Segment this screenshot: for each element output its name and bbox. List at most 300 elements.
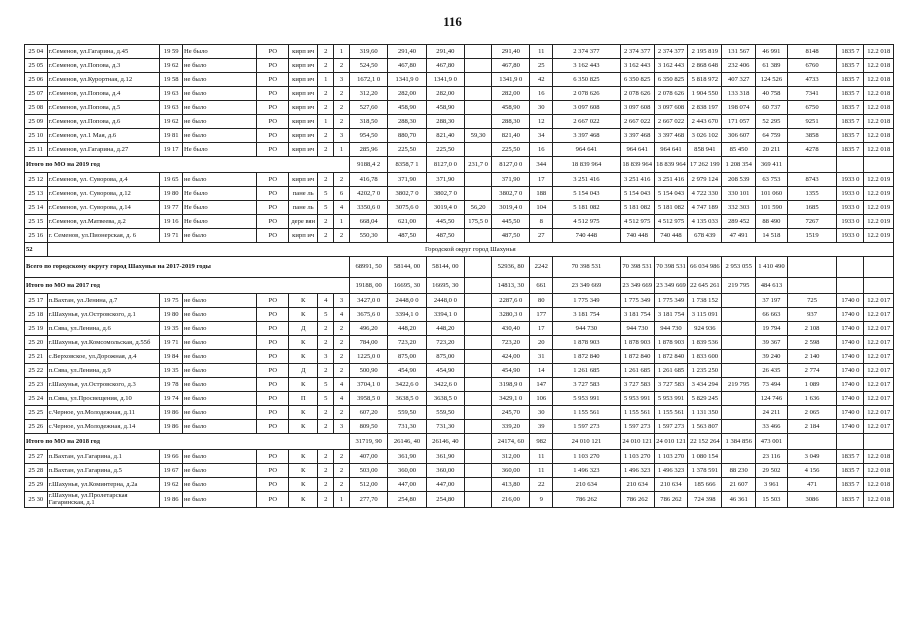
table-cell: 22 [530, 478, 553, 492]
capital-repair-register-table [24, 44, 894, 508]
table-cell: РО [257, 364, 289, 378]
table-row [25, 450, 894, 464]
section-number: 52 [25, 243, 48, 257]
table-cell: 12.2 017 [864, 350, 894, 364]
table-cell: 19 66 [160, 450, 183, 464]
table-cell: 3 397 468 [654, 129, 688, 143]
subtotal-cell: 70 398 531 [654, 257, 688, 278]
subtotal-label: Итого по МО на 2018 год [25, 434, 350, 450]
table-cell: 1 080 154 [688, 450, 722, 464]
table-cell: г.Шахунья, ул.Островского, д.1 [47, 308, 160, 322]
table-cell: 725 [787, 294, 837, 308]
table-cell: 371,90 [426, 173, 464, 187]
table-cell: 1740 0 [837, 308, 864, 322]
table-cell: 559,50 [426, 406, 464, 420]
table-cell: 471 [787, 478, 837, 492]
subtotal-cell: 231,7 0 [465, 157, 492, 173]
subtotal-cell: 68991, 50 [349, 257, 387, 278]
table-cell: 254,80 [426, 492, 464, 508]
table-cell: 2 [318, 229, 334, 243]
table-cell: 2 [334, 406, 350, 420]
table-cell: 12.2 018 [864, 115, 894, 129]
table-cell: 2 078 626 [654, 87, 688, 101]
table-cell: 1 839 536 [688, 336, 722, 350]
table-cell: 25 11 [25, 143, 48, 157]
table-cell: 12.2 017 [864, 392, 894, 406]
table-cell: 3 162 443 [620, 59, 654, 73]
register-table-body [25, 45, 894, 508]
table-cell: Не было [182, 187, 256, 201]
table-cell: 3 [334, 73, 350, 87]
table-cell: 2448,0 0 [426, 294, 464, 308]
table-cell [465, 101, 492, 115]
table-cell: 19 86 [160, 406, 183, 420]
table-cell: 25 24 [25, 392, 48, 406]
table-cell: 25 14 [25, 201, 48, 215]
table-cell: не было [182, 229, 256, 243]
subtotal-cell: 19188, 00 [349, 278, 387, 294]
table-cell: г.Шахунья, ул.Комсомольская, д.55б [47, 336, 160, 350]
table-cell: 17 [530, 173, 553, 187]
table-cell: 14 [530, 364, 553, 378]
table-cell: 2 [334, 364, 350, 378]
table-cell: 30 [530, 101, 553, 115]
table-cell: 171 057 [722, 115, 756, 129]
table-cell: 3350,6 0 [349, 201, 387, 215]
table-cell: 225,50 [426, 143, 464, 157]
table-cell: 371,90 [492, 173, 530, 187]
table-cell: не было [182, 392, 256, 406]
table-row [25, 59, 894, 73]
table-cell: РО [257, 201, 289, 215]
subtotal-cell [864, 434, 894, 450]
table-cell: 5 154 043 [553, 187, 621, 201]
table-cell: 19 35 [160, 322, 183, 336]
table-row [25, 406, 894, 420]
table-cell: не было [182, 406, 256, 420]
table-cell: 225,50 [492, 143, 530, 157]
table-cell: 282,00 [388, 87, 426, 101]
table-cell: 2448,0 0 [388, 294, 426, 308]
table-cell: 458,90 [426, 101, 464, 115]
table-cell: Д [289, 322, 318, 336]
table-cell: 1 261 685 [654, 364, 688, 378]
table-cell: не было [182, 87, 256, 101]
table-cell: 42 [530, 73, 553, 87]
table-cell: 1519 [787, 229, 837, 243]
table-cell: не было [182, 129, 256, 143]
table-row [25, 364, 894, 378]
table-cell: 371,90 [388, 173, 426, 187]
table-cell: 5 818 972 [688, 73, 722, 87]
table-cell: 1740 0 [837, 350, 864, 364]
subtotal-cell: 16695, 30 [388, 278, 426, 294]
subtotal-cell: 70 398 531 [553, 257, 621, 278]
table-cell: 964 641 [654, 143, 688, 157]
subtotal-cell: 661 [530, 278, 553, 294]
table-cell: 550,30 [349, 229, 387, 243]
table-cell: 5 181 082 [553, 201, 621, 215]
table-cell: 25 18 [25, 308, 48, 322]
table-cell: 821,40 [426, 129, 464, 143]
table-cell: 1 [318, 73, 334, 87]
table-cell: 101 060 [756, 187, 788, 201]
table-cell: 27 [530, 229, 553, 243]
table-cell: К [289, 336, 318, 350]
table-cell: 12.2 019 [864, 187, 894, 201]
table-cell: 1672,1 0 [349, 73, 387, 87]
table-cell: 496,20 [349, 322, 387, 336]
table-cell: г.Семенов, ул. Суворова, д.4 [47, 173, 160, 187]
table-cell [722, 392, 756, 406]
table-cell [465, 478, 492, 492]
table-cell: 1933 0 [837, 201, 864, 215]
table-cell: г.Семенов, ул.Попова, д.4 [47, 87, 160, 101]
table-cell: 467,80 [492, 59, 530, 73]
table-cell: 25 23 [25, 378, 48, 392]
table-cell: 1 597 273 [654, 420, 688, 434]
table-cell: 7267 [787, 215, 837, 229]
table-cell: 1 155 561 [654, 406, 688, 420]
table-cell: РО [257, 187, 289, 201]
table-cell: 12.2 018 [864, 143, 894, 157]
table-cell: К [289, 406, 318, 420]
table-cell: 285,96 [349, 143, 387, 157]
table-cell: 1 904 550 [688, 87, 722, 101]
table-cell: 430,40 [492, 322, 530, 336]
table-cell: 12.2 017 [864, 406, 894, 420]
table-cell: 2 [318, 464, 334, 478]
table-cell: 3198,9 0 [492, 378, 530, 392]
table-cell: дере вян [289, 215, 318, 229]
table-cell: 5 [318, 201, 334, 215]
table-cell [465, 406, 492, 420]
table-cell: 447,00 [388, 478, 426, 492]
table-cell: не было [182, 350, 256, 364]
table-cell: 3280,3 0 [492, 308, 530, 322]
table-cell: 19 65 [160, 173, 183, 187]
subtotal-cell: 18 839 964 [553, 157, 621, 173]
table-cell: Не было [182, 201, 256, 215]
table-cell: 784,00 [349, 336, 387, 350]
table-cell: 25 06 [25, 73, 48, 87]
table-cell: 1 738 152 [688, 294, 722, 308]
table-cell: 12.2 018 [864, 87, 894, 101]
table-cell: К [289, 478, 318, 492]
table-cell: 1 155 561 [620, 406, 654, 420]
table-cell: 19 35 [160, 364, 183, 378]
table-row [25, 187, 894, 201]
table-cell: 3422,6 0 [388, 378, 426, 392]
table-cell: пане ль [289, 201, 318, 215]
table-cell: 175,5 0 [465, 215, 492, 229]
table-cell: г.Семенов, ул.Курортная, д.12 [47, 73, 160, 87]
table-cell: г.Шахунья, ул.Островского, д.3 [47, 378, 160, 392]
table-cell: не было [182, 478, 256, 492]
table-cell: 2 667 022 [553, 115, 621, 129]
table-cell: 4 512 975 [553, 215, 621, 229]
table-cell: 454,90 [388, 364, 426, 378]
table-cell: 424,00 [492, 350, 530, 364]
table-cell [465, 322, 492, 336]
table-cell [722, 420, 756, 434]
table-cell: 104 [530, 201, 553, 215]
table-cell: 4 135 033 [688, 215, 722, 229]
table-cell: кирп ич [289, 229, 318, 243]
table-cell: кирп ич [289, 87, 318, 101]
subtotal-cell: 1 410 490 [756, 257, 788, 278]
table-cell: 2 [318, 87, 334, 101]
table-cell: г.Семенов, ул.Попова, д.5 [47, 101, 160, 115]
table-cell: не было [182, 173, 256, 187]
table-cell: 131 567 [722, 45, 756, 59]
table-cell: 454,90 [426, 364, 464, 378]
table-cell: 2 195 819 [688, 45, 722, 59]
table-cell: 4 [318, 294, 334, 308]
table-cell: 3019,4 0 [426, 201, 464, 215]
table-cell: 407 327 [722, 73, 756, 87]
table-cell: 25 05 [25, 59, 48, 73]
table-cell: 3394,1 0 [388, 308, 426, 322]
table-cell: 6750 [787, 101, 837, 115]
subtotal-label: Итого по МО на 2017 год [25, 278, 350, 294]
subtotal-cell: 369 411 [756, 157, 788, 173]
table-cell: 2 [334, 478, 350, 492]
table-cell: 26 435 [756, 364, 788, 378]
table-row [25, 392, 894, 406]
table-cell: не было [182, 492, 256, 508]
table-cell: 25 08 [25, 101, 48, 115]
table-cell: 5 829 245 [688, 392, 722, 406]
table-cell: РО [257, 420, 289, 434]
table-cell: РО [257, 129, 289, 143]
table-cell: 821,40 [492, 129, 530, 143]
subtotal-cell: 24174, 60 [492, 434, 530, 450]
subtotal-cell: 58144, 00 [388, 257, 426, 278]
table-cell: не было [182, 59, 256, 73]
table-cell: не было [182, 308, 256, 322]
table-cell: 12 [530, 115, 553, 129]
table-cell: 2 [318, 129, 334, 143]
table-cell: 3802,7 0 [426, 187, 464, 201]
table-cell: 19 63 [160, 87, 183, 101]
table-cell: 1355 [787, 187, 837, 201]
table-cell: 2 078 626 [620, 87, 654, 101]
table-cell: 2 065 [787, 406, 837, 420]
table-cell: РО [257, 392, 289, 406]
subtotal-cell: 18 839 964 [620, 157, 654, 173]
table-cell: кирп ич [289, 115, 318, 129]
table-cell: 46 991 [756, 45, 788, 59]
subtotal-cell [465, 434, 492, 450]
table-cell: 245,70 [492, 406, 530, 420]
subtotal-cell: 8127,0 0 [426, 157, 464, 173]
table-cell: 12.2 018 [864, 45, 894, 59]
subtotal-cell: 2242 [530, 257, 553, 278]
table-cell: 2 [334, 450, 350, 464]
table-cell: 964 641 [620, 143, 654, 157]
table-cell: 3 [334, 294, 350, 308]
table-cell: 458,90 [388, 101, 426, 115]
table-cell: 210 634 [553, 478, 621, 492]
table-cell: 1933 0 [837, 187, 864, 201]
table-cell: 2 774 [787, 364, 837, 378]
table-cell: 52 295 [756, 115, 788, 129]
table-cell [465, 173, 492, 187]
table-cell: 73 494 [756, 378, 788, 392]
table-cell: 1 [334, 492, 350, 508]
table-cell: 5 154 043 [654, 187, 688, 201]
table-cell: г.Семенов, ул. Суворова, д.12 [47, 187, 160, 201]
table-cell: г.Шахунья, ул.Коминтерна, д.2а [47, 478, 160, 492]
table-cell: 1 872 840 [654, 350, 688, 364]
table-cell: 12.2 017 [864, 378, 894, 392]
table-cell: с.Черное, ул.Молодежная, д.11 [47, 406, 160, 420]
table-cell: 25 28 [25, 464, 48, 478]
table-cell: 4 [334, 392, 350, 406]
table-cell: 85 450 [722, 143, 756, 157]
table-cell: 34 [530, 129, 553, 143]
table-cell: 723,20 [492, 336, 530, 350]
table-cell: 1 261 685 [553, 364, 621, 378]
table-cell: 9 [530, 492, 553, 508]
table-cell: 3 727 583 [620, 378, 654, 392]
table-cell: 2 184 [787, 420, 837, 434]
table-cell: РО [257, 215, 289, 229]
table-cell: 1 775 349 [654, 294, 688, 308]
table-cell: 288,30 [492, 115, 530, 129]
table-cell: 1 [334, 215, 350, 229]
table-cell: 332 303 [722, 201, 756, 215]
table-cell: 4 [334, 378, 350, 392]
table-cell [722, 450, 756, 464]
table-cell: 360,00 [492, 464, 530, 478]
table-cell: 25 21 [25, 350, 48, 364]
table-cell: 937 [787, 308, 837, 322]
table-cell: 448,20 [388, 322, 426, 336]
table-cell: 416,78 [349, 173, 387, 187]
table-cell: 4 512 975 [654, 215, 688, 229]
table-cell [465, 45, 492, 59]
table-row [25, 378, 894, 392]
table-cell: 16 [530, 87, 553, 101]
table-cell: 288,30 [426, 115, 464, 129]
table-cell: 2 [318, 215, 334, 229]
table-cell: 3422,6 0 [426, 378, 464, 392]
table-cell: не было [182, 115, 256, 129]
table-cell: 12.2 018 [864, 59, 894, 73]
table-cell: 1 103 270 [620, 450, 654, 464]
table-cell: 361,90 [388, 450, 426, 464]
total-row [25, 257, 894, 278]
table-cell: 1 155 561 [553, 406, 621, 420]
subtotal-cell: 26146, 40 [388, 434, 426, 450]
table-cell: 106 [530, 392, 553, 406]
table-cell [722, 308, 756, 322]
table-cell: 3 115 091 [688, 308, 722, 322]
table-cell: 25 13 [25, 187, 48, 201]
subtotal-cell [864, 257, 894, 278]
table-cell: 14 518 [756, 229, 788, 243]
table-cell: 4 [334, 201, 350, 215]
table-cell: 19 71 [160, 336, 183, 350]
table-cell: 1835 7 [837, 492, 864, 508]
table-row [25, 464, 894, 478]
table-cell: 25 12 [25, 173, 48, 187]
table-cell: 2 [318, 173, 334, 187]
table-cell: 25 29 [25, 478, 48, 492]
table-cell: 3 [334, 420, 350, 434]
table-cell: п.Сява, ул.Ленина, д.9 [47, 364, 160, 378]
table-cell [465, 308, 492, 322]
subtotal-cell [837, 157, 864, 173]
table-cell: 20 211 [756, 143, 788, 157]
table-cell: 1835 7 [837, 143, 864, 157]
table-cell: РО [257, 450, 289, 464]
table-cell: 2 [318, 336, 334, 350]
table-cell: 809,50 [349, 420, 387, 434]
table-cell: 1 [334, 45, 350, 59]
table-cell: 12.2 018 [864, 129, 894, 143]
table-cell [722, 406, 756, 420]
table-cell: 277,70 [349, 492, 387, 508]
table-cell: 1 235 250 [688, 364, 722, 378]
table-cell: 6 350 825 [654, 73, 688, 87]
table-cell: 458,90 [492, 101, 530, 115]
table-cell: 24 211 [756, 406, 788, 420]
table-cell: 740 448 [620, 229, 654, 243]
table-cell: 19 80 [160, 308, 183, 322]
table-cell: 3 727 583 [654, 378, 688, 392]
table-cell: 11 [530, 464, 553, 478]
table-cell: 3 251 416 [553, 173, 621, 187]
table-cell: 2 979 124 [688, 173, 722, 187]
table-cell: 3394,1 0 [426, 308, 464, 322]
table-cell: 5 953 991 [553, 392, 621, 406]
table-cell: 291,40 [426, 45, 464, 59]
subtotal-cell: 23 349 669 [553, 278, 621, 294]
table-cell: 318,50 [349, 115, 387, 129]
table-cell: 4 722 330 [688, 187, 722, 201]
table-cell: 1 872 840 [620, 350, 654, 364]
subtotal-cell [864, 278, 894, 294]
table-cell: 60 737 [756, 101, 788, 115]
table-cell: кирп ич [289, 173, 318, 187]
table-row [25, 129, 894, 143]
table-cell: п.Вахтан, ул.Гагарина, д.5 [47, 464, 160, 478]
table-cell [465, 294, 492, 308]
table-cell: 5 154 043 [620, 187, 654, 201]
table-cell: пане ль [289, 187, 318, 201]
table-cell: 724 398 [688, 492, 722, 508]
table-cell: 3 097 608 [654, 101, 688, 115]
table-cell: 723,20 [388, 336, 426, 350]
subtotal-cell [787, 434, 837, 450]
table-cell: 25 04 [25, 45, 48, 59]
table-cell: 59,30 [465, 129, 492, 143]
subtotal-cell: 484 613 [756, 278, 788, 294]
table-cell: 2 [334, 322, 350, 336]
table-cell: 30 [530, 406, 553, 420]
table-cell: 1341,9 0 [492, 73, 530, 87]
table-cell: 4202,7 0 [349, 187, 387, 201]
table-cell: 1933 0 [837, 215, 864, 229]
table-cell: 487,50 [492, 229, 530, 243]
table-cell: 2 667 022 [654, 115, 688, 129]
table-cell: 4278 [787, 143, 837, 157]
table-row [25, 322, 894, 336]
subtotal-cell: 26146, 40 [426, 434, 464, 450]
